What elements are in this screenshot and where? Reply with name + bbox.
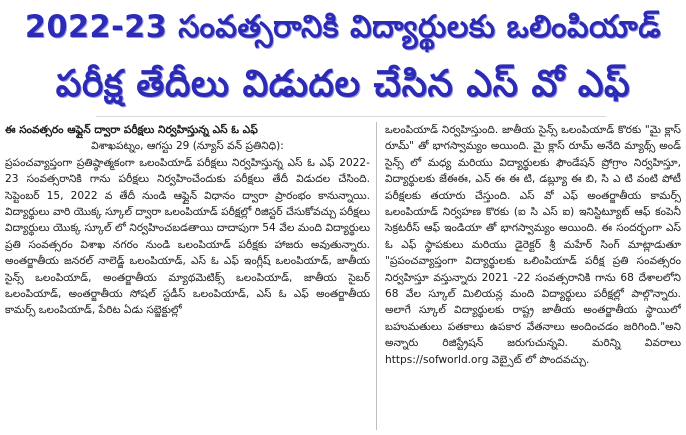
article-right-text: ఒలంపియాడ్ నిర్వహిస్తుంది. జాతీయ సైన్స్ ఒలంపియాడ్ కొరకు "మై క్లాస్ రూమ్" తో భాగస్వామ్యం అయింది. మై క్లాస్ రూమ్ అనేది మ్యాథ్స్ అండ్ సైన్స్ లో మధ్య మరియు విద్యార్థులకు ఫౌండేషన్ ప్రోగ్రాం నిర్వహిస్తూ, విద్యార్థులకు జేఈఈ, ఎన్ ఈ ఈ టి, డబ్ల్యూ ఈ బి, సి ఎ టి వంటి పోటీ పరీక్షలకు తయారు చేస్తుంది. ఎస్ వో ఎఫ్ అంతర్జాతీయ కామర్స్ ఒలంపియాడ్ నిర్వహణ కొరకు (ఐ సి ఎస్ ఐ) ఇనిస్టిట్యూట్ ఆఫ్ కంపెనీ సెక్రటరీస్ ఆఫ్ ఇండియా తో భాగస్వామ్యం అయింది. ఈ సందర్భంగా ఎస్ ఓ ఎఫ్ స్థాపకులు మరియు డైరెక్టర్ శ్రీ మహేర్ సింగ్ మాట్లాడుతూ "ప్రపంచవ్యాప్తంగా విద్యార్థులకు ఒలింపియాడ్ పరీక్ష ప్రతి సంవత్సరం నిర్వహిస్తూ వస్తున్నారు 2021 -22 సంవత్సరానికి గాను 68 దేశాలలోని 68 వేల స్కూల్ మిలియన్ల మంది విద్యార్థులు పరీక్షల్లో పాల్గొన్నారు. అలాగే స్కూల్ విద్యార్థులకు రాష్ట్ర జాతీయ అంతర్జాతీయ స్థాయిలో బహుమతులు పతకాలు ఉపకార వేతనాలు అందించడం జరిగింది."అని అన్నారు రిజిస్ట్రేషన్ జరుగుచున్నవి. మరిన్ని వివరాలు https://sofworld.org వెబ్సైట్ లో పొందవచ్చు. [385, 124, 681, 366]
article-body [5, 122, 681, 430]
article-column-left [5, 122, 376, 430]
article-column-right [376, 122, 681, 430]
article-left-text: ప్రపంచవ్యాప్తంగా ప్రతిష్ఠాత్మకంగా ఒలంపియాడ్ పరీక్షలు నిర్వహిస్తున్న ఎస్ ఓ ఎఫ్ 2022-23 సంవత్సరానికి గాను పరీక్షలు నిర్వహించేందుకు పరీక్షలు తేదీ విడుదల చేసింది. సెప్టెంబర్ 15, 2022 వ తేదీ నుండి ఆఫ్లైన్ విధానం ద్వారా ప్రారంభం కానున్నాయి. విద్యార్థులు వారి యొక్క స్కూల్ ద్వారా ఒలంపియాడ్ పరీక్షల్లో రిజిస్టర్ చేసుకోవచ్చు పరీక్షలు విద్యార్థులు యొక్క స్కూల్ లో నిర్వహించబడతాయి దాదాపుగా 54 వేల మంది విద్యార్థులు ప్రతి సంవత్సరం విశాఖ నగరం నుండి ఒలంపియాడ్ పరీక్షకు హాజరు అవుతున్నారు. అంతర్జాతీయ జనరల్ నాలెడ్జ్ ఒలంపియాడ్, ఎస్ ఓ ఎఫ్ ఇంగ్లీష్ ఒలంపియాడ్, జాతీయ సైన్స్ ఒలంపియాడ్, అంతర్జాతీయ మ్యాథమెటిక్స్ ఒలంపియాడ్, జాతీయ సైబర్ ఒలంపియాడ్, అంతర్జాతీయ సోషల్ స్టడీస్ ఒలంపియాడ్, ఎస్ ఓ ఎఫ్ అంతర్జాతీయ కామర్స్ ఒలంపియాడ్, పేరిట ఏడు సబ్జెక్టుల్లో [5, 156, 370, 317]
headline-divider [96, 116, 606, 117]
article-subheading: ఈ సంవత్సరం ఆఫ్లైన్ ద్వారా పరీక్షలు నిర్వహిస్తున్న ఎస్ ఓ ఎఫ్ [5, 124, 258, 136]
headline-line-1: 2022-23 సంవత్సరానికి విద్యార్థులకు ఒలింపియాడ్ [24, 9, 662, 45]
article-dateline: విశాఖపట్నం, ఆగస్టు 29 (న్యూస్ వన్ ప్రతినిధి): [91, 140, 284, 153]
headline-line-2: పరీక్ష తేదీలు విడుదల చేసిన ఎస్ వో ఎఫ్ [55, 62, 631, 105]
